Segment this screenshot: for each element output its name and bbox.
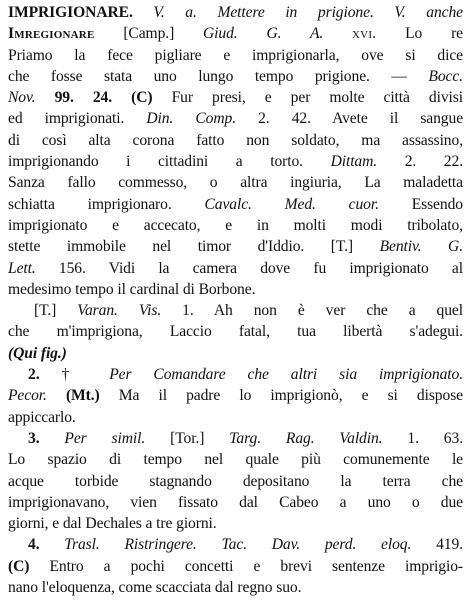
entry-text-segment: Ma il padre lo imprigionò, e si dispose — [99, 387, 463, 405]
entry-text-segment: schiatta imprigionaro. — [8, 195, 205, 213]
entry-line — [8, 343, 463, 364]
entry-text-segment: Lo spazio di tempo nel quale più comunemente le — [8, 451, 463, 469]
entry-text-segment: che fosse stata uno lungo tempo prigione. — — [8, 67, 429, 85]
entry-line — [8, 364, 463, 385]
entry-text-segment: Dittam. — [330, 153, 378, 171]
entry-line — [8, 258, 463, 279]
entry-text-segment: stette immobile nel timor d'Iddio. [T.] — [8, 238, 380, 256]
entry-line — [8, 172, 463, 193]
entry-text-segment: 3. — [28, 429, 65, 447]
entry-line — [8, 87, 463, 108]
entry-text-segment: [T.] — [34, 302, 78, 320]
entry-text-segment: [Camp.] — [94, 25, 204, 43]
entry-line — [8, 130, 463, 151]
entry-text-segment: Din. Comp. — [146, 110, 237, 128]
entry-text-segment: imprigionavano, vien fissato dal Cabeo a uno o due — [8, 493, 463, 511]
entry-line — [8, 407, 463, 428]
entry-text-segment: che m'imprigiona, Laccio fatal, tua libertà s'adegui. — [8, 323, 463, 341]
entry-text-segment: (C) — [8, 557, 30, 575]
entry-line — [8, 108, 463, 129]
entry-text-segment: Per Comandare che altri sia imprigionato. — [109, 366, 463, 384]
entry-text-segment: Targ. Rag. Valdin. — [229, 429, 383, 447]
entry-line — [8, 513, 463, 534]
dictionary-entry-imprigionare — [8, 2, 463, 598]
entry-line — [8, 23, 463, 44]
entry-text-segment: nano l'eloquenza, come scacciata dal regno suo. — [8, 579, 302, 597]
entry-text-segment: Varan. Vis. — [77, 302, 162, 320]
entry-text-segment: [Tor.] — [145, 429, 230, 447]
entry-text-segment: Mettere in prigione. V. anche — [217, 4, 463, 21]
entry-text-segment: acque torbide stagnando depositano la terra che — [8, 472, 463, 490]
entry-line — [8, 215, 463, 236]
entry-text-segment: (Mt.) — [46, 387, 100, 405]
entry-line — [8, 2, 463, 23]
entry-line — [8, 534, 463, 555]
entry-line — [8, 449, 463, 470]
entry-text-segment: 2. — [28, 366, 62, 384]
entry-text-segment: Bentiv. G. — [379, 238, 463, 256]
entry-line — [8, 236, 463, 257]
entry-text-segment: 1. Ah non è ver che a quel — [161, 302, 463, 320]
entry-line — [8, 577, 463, 598]
entry-line — [8, 556, 463, 577]
entry-line — [8, 385, 463, 406]
entry-text-segment: Trasl. Ristringere. Tac. Dav. perd. eloq. — [64, 536, 412, 554]
entry-text-segment: xvi. — [352, 25, 377, 43]
entry-text-segment: Giud. G. A. — [203, 25, 353, 43]
entry-text-segment: Pecor. — [8, 387, 47, 405]
entry-text-segment: Entro a pochi concetti e brevi sentenze imprigio- — [29, 557, 463, 575]
entry-text-segment: V. a. — [132, 4, 218, 21]
entry-text-segment: (Qui fig.) — [8, 344, 67, 362]
entry-text-segment: Cavalc. Med. cuor. — [204, 195, 379, 213]
entry-text-segment: appiccarlo. — [8, 408, 76, 426]
entry-line — [8, 45, 463, 66]
entry-line — [8, 151, 463, 172]
entry-line — [8, 194, 463, 215]
entry-text-segment: Fur presi, e per molte città divisi — [152, 89, 463, 107]
entry-text-segment: Priamo la fece pigliare e imprigionarla, ove si dice — [8, 46, 463, 64]
entry-text-segment: 419. — [411, 536, 463, 554]
entry-text-segment: Lett. — [8, 259, 36, 277]
entry-text-segment: 156. Vidi la camera dove fu imprigionato al — [35, 259, 463, 277]
entry-text-segment: 1. 63. — [382, 429, 463, 447]
entry-text-segment: Sanza fallo commesso, o altra ingiuria, La maladetta — [8, 174, 463, 192]
entry-text-segment: 99. 24. (C) — [35, 89, 153, 107]
entry-text-segment: medesimo tempo il cardinal di Borbone. — [8, 280, 256, 298]
entry-text-segment: Essendo — [378, 195, 463, 213]
entry-text-segment: 4. — [28, 536, 65, 554]
entry-line — [8, 66, 463, 87]
entry-line — [8, 428, 463, 449]
entry-line — [8, 321, 463, 342]
entry-text-segment: † — [61, 366, 110, 384]
entry-text-segment: ed imprigionati. — [8, 110, 147, 128]
entry-text-segment: 2. 22. — [377, 153, 463, 171]
entry-line — [8, 471, 463, 492]
entry-text-segment: imprigionato e accecato, e in molti modi tribolato, — [8, 216, 463, 234]
entry-text-segment: Nov. — [8, 89, 36, 107]
entry-line — [8, 492, 463, 513]
entry-text-segment: Lo re — [376, 25, 463, 43]
entry-line — [8, 279, 463, 300]
entry-text-segment: di così alta corona fatto non soldato, ma assassino, — [8, 131, 463, 149]
entry-line — [8, 300, 463, 321]
entry-text-segment: Imregionare — [8, 25, 95, 43]
entry-text-segment: 2. 42. Avete il sangue — [236, 110, 463, 128]
entry-text-segment: Bocc. — [428, 67, 463, 85]
entry-text-segment: IMPRIGIONARE. — [8, 4, 133, 21]
entry-text-segment: giorni, e dal Dechales a tre giorni. — [8, 515, 217, 533]
entry-text-segment: Per simil. — [64, 429, 146, 447]
entry-text-segment: imprigionando i cittadini a torto. — [8, 153, 331, 171]
